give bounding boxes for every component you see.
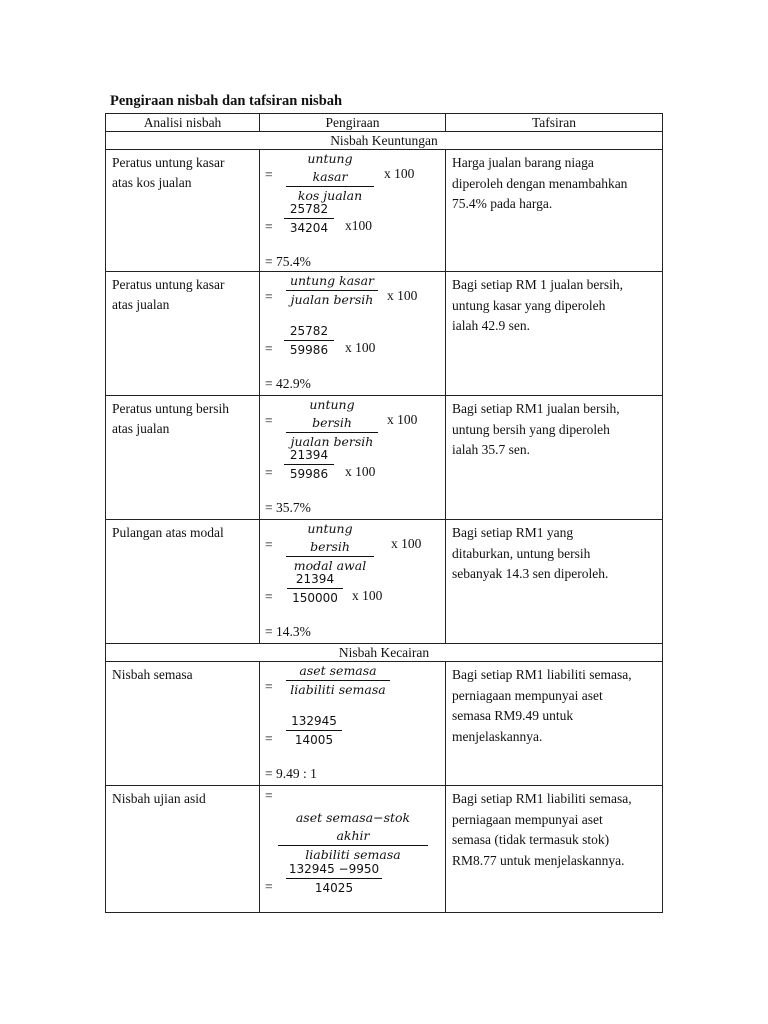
calculation-cell: = untung kasar jualan bersih x 100 = $\frac{25782}{59986}$ x 100 = 42.9% [260,272,446,396]
interpretation: Bagi setiap RM1 liabiliti semasa, perniagaan mempunyai aset semasa (tidak termasuk stok) RM8.77 untuk menjelaskannya. [446,786,663,913]
ratio-label: Peratus untung bersih atas jualan [106,396,260,520]
interpretation: Bagi setiap RM1 jualan bersih, untung bersih yang diperoleh ialah 35.7 sen. [446,396,663,520]
result-value: = 75.4% [265,254,311,269]
interpretation: Bagi setiap RM 1 jualan bersih, untung kasar yang diperoleh ialah 42.9 sen. [446,272,663,396]
table-row [106,272,663,396]
section-title: Nisbah Keuntungan [106,132,663,150]
formula-fraction: untung bersih jualan bersih [286,396,378,451]
section-row-kecairan [106,644,663,662]
ratio-label: Pulangan atas modal [106,520,260,644]
table-row [106,662,663,786]
formula-fraction: untung bersih modal awal [286,520,374,575]
calculation-cell: = aset semasa−stok akhir liabiliti semasa = $\frac{132945 -9950}{14025}$ [260,786,446,913]
value-fraction: $\frac{132945 -9950}{14025}$ [286,860,382,897]
result-value: = 14.3% [265,624,311,639]
result-value: = 9.49 : 1 [265,766,317,781]
ratio-table [105,113,663,913]
header-analisi: Analisi nisbah [106,114,260,132]
page-title: Pengiraan nisbah dan tafsiran nisbah [110,93,343,109]
table-row [106,520,663,644]
ratio-label: Peratus untung kasar atas jualan [106,272,260,396]
ratio-label: Nisbah semasa [106,662,260,786]
table-row [106,396,663,520]
calculation-cell: = aset semasa liabiliti semasa = $\frac{132945}{14005}$ = 9.49 : 1 [260,662,446,786]
result-value: = 42.9% [265,376,311,391]
calculation-cell: = untung bersih modal awal x 100 = $\frac{21394}{150000}$ x 100 = 14.3% [260,520,446,644]
value-fraction: $\frac{21394}{59986}$ [284,446,334,483]
interpretation: Bagi setiap RM1 yang ditaburkan, untung bersih sebanyak 14.3 sen diperoleh. [446,520,663,644]
formula-fraction: untung kasar jualan bersih [286,272,378,309]
ratio-label: Peratus untung kasar atas kos jualan [106,150,260,272]
section-row-keuntungan [106,132,663,150]
section-title: Nisbah Kecairan [106,644,663,662]
interpretation: Bagi setiap RM1 liabiliti semasa, perniagaan mempunyai aset semasa RM9.49 untuk menjelaskannya. [446,662,663,786]
value-fraction: $\frac{132945}{14005}$ [286,712,342,749]
formula-fraction: aset semasa−stok akhir liabiliti semasa [278,809,428,864]
value-fraction: $\frac{25782}{34204}$ [284,200,334,237]
calculation-cell: = untung bersih jualan bersih x 100 = $\frac{21394}{59986}$ x 100 = 35.7% [260,396,446,520]
ratio-label: Nisbah ujian asid [106,786,260,913]
value-fraction: $\frac{25782}{59986}$ [284,322,334,359]
formula-fraction: aset semasa liabiliti semasa [286,662,390,699]
header-tafsiran: Tafsiran [446,114,663,132]
header-pengiraan: Pengiraan [260,114,446,132]
table-row [106,150,663,272]
calculation-cell: = untung kasar kos jualan x 100 = $\frac{25782}{34204}$ x100 = 75.4% [260,150,446,272]
table-header-row [106,114,663,132]
result-value: = 35.7% [265,500,311,515]
interpretation: Harga jualan barang niaga diperoleh dengan menambahkan 75.4% pada harga. [446,150,663,272]
value-fraction: $\frac{21394}{150000}$ [287,570,343,607]
table-row [106,786,663,913]
formula-fraction: untung kasar kos jualan [286,150,374,205]
